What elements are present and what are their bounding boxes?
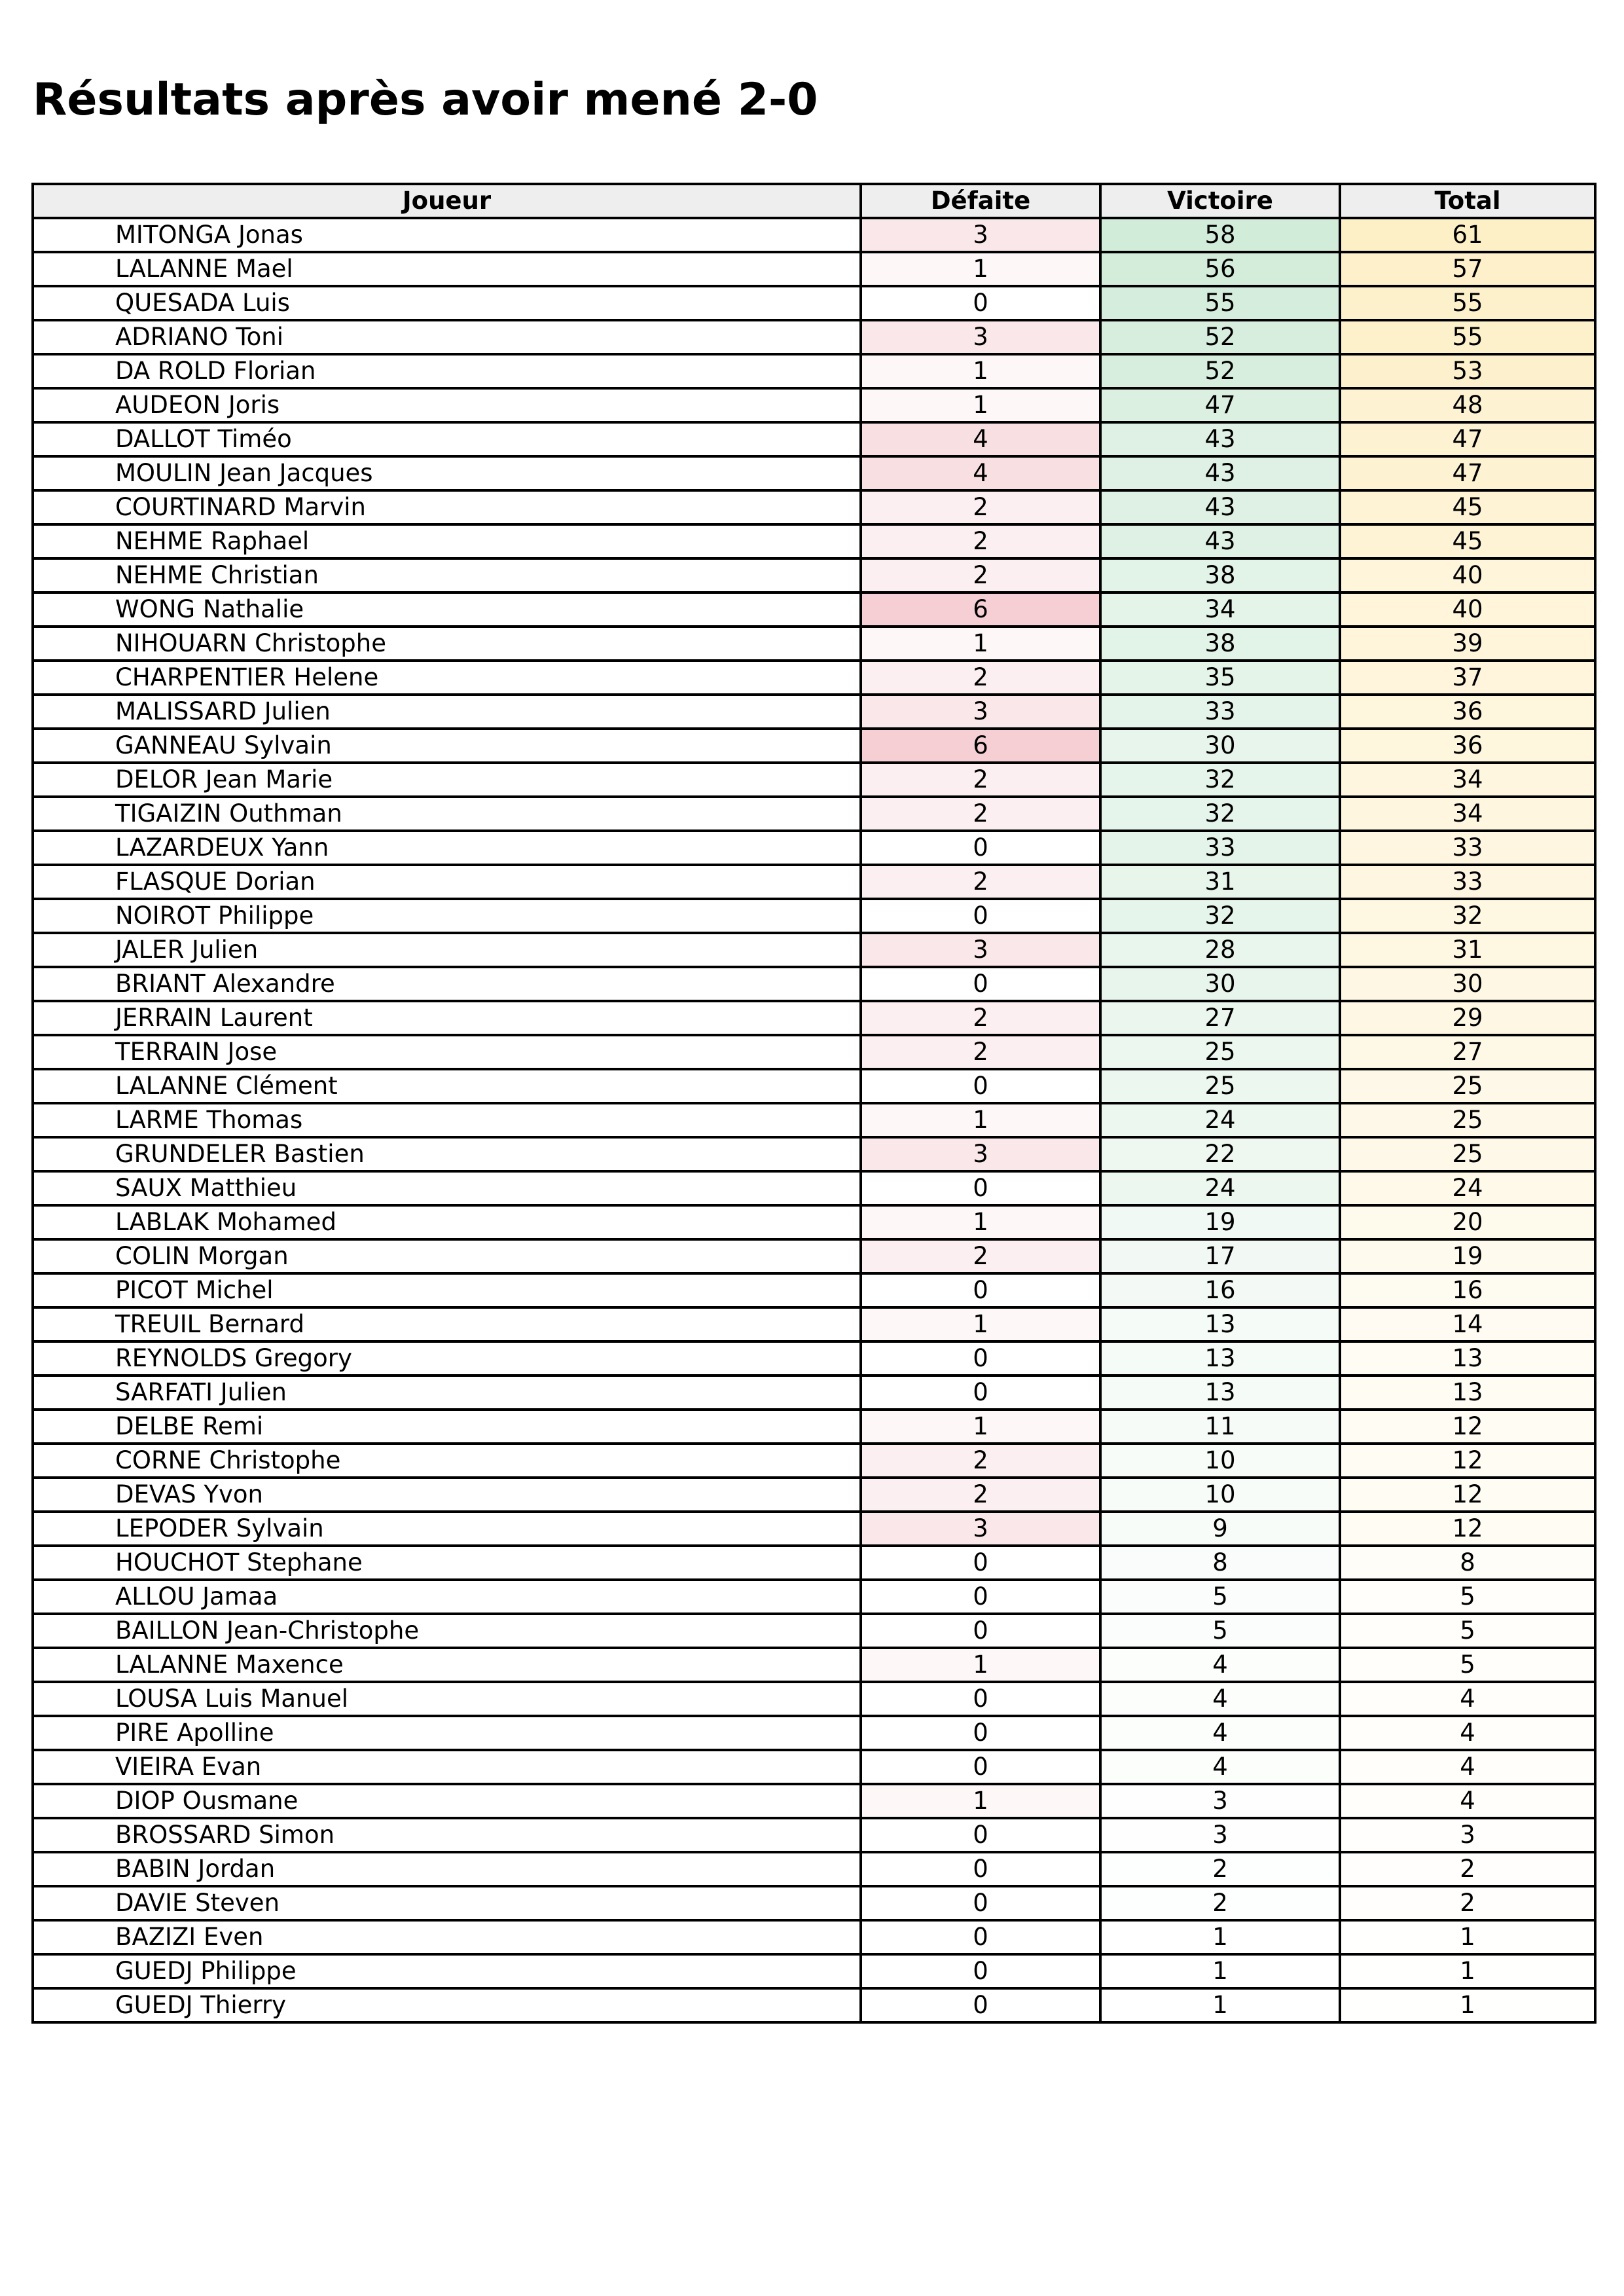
- table-row: [33, 558, 1595, 592]
- table-row: [33, 1103, 1595, 1137]
- total-cell: 61: [1340, 218, 1595, 252]
- player-name-cell: NEHME Raphael: [33, 524, 861, 558]
- player-name-cell: BAILLON Jean-Christophe: [33, 1614, 861, 1648]
- defaite-cell: 0: [861, 1273, 1100, 1307]
- defaite-cell: 3: [861, 695, 1100, 729]
- total-cell: 4: [1340, 1750, 1595, 1784]
- victoire-cell: 43: [1100, 490, 1340, 524]
- table-row: [33, 354, 1595, 388]
- total-cell: 32: [1340, 899, 1595, 933]
- table-row: [33, 1205, 1595, 1239]
- player-name-cell: BRIANT Alexandre: [33, 967, 861, 1001]
- player-name-cell: DALLOT Timéo: [33, 422, 861, 456]
- table-row: [33, 729, 1595, 763]
- table-row: [33, 388, 1595, 422]
- player-name-cell: DEVAS Yvon: [33, 1478, 861, 1512]
- total-cell: 1: [1340, 1988, 1595, 2022]
- table-row: [33, 1410, 1595, 1444]
- defaite-cell: 0: [861, 1988, 1100, 2022]
- defaite-cell: 3: [861, 1137, 1100, 1171]
- total-cell: 47: [1340, 422, 1595, 456]
- victoire-cell: 24: [1100, 1103, 1340, 1137]
- player-name-cell: NOIROT Philippe: [33, 899, 861, 933]
- total-cell: 36: [1340, 695, 1595, 729]
- victoire-cell: 2: [1100, 1852, 1340, 1886]
- player-name-cell: LOUSA Luis Manuel: [33, 1682, 861, 1716]
- table-row: [33, 490, 1595, 524]
- defaite-cell: 1: [861, 1205, 1100, 1239]
- table-row: [33, 1307, 1595, 1341]
- victoire-cell: 47: [1100, 388, 1340, 422]
- total-cell: 4: [1340, 1716, 1595, 1750]
- player-name-cell: GUEDJ Thierry: [33, 1988, 861, 2022]
- player-name-cell: GRUNDELER Bastien: [33, 1137, 861, 1171]
- victoire-cell: 16: [1100, 1273, 1340, 1307]
- victoire-cell: 13: [1100, 1307, 1340, 1341]
- total-cell: 45: [1340, 524, 1595, 558]
- victoire-cell: 3: [1100, 1818, 1340, 1852]
- defaite-cell: 0: [861, 1886, 1100, 1920]
- table-row: [33, 1035, 1595, 1069]
- table-row: [33, 286, 1595, 320]
- table-row: [33, 1512, 1595, 1546]
- total-cell: 36: [1340, 729, 1595, 763]
- total-cell: 40: [1340, 558, 1595, 592]
- total-cell: 2: [1340, 1852, 1595, 1886]
- player-name-cell: VIEIRA Evan: [33, 1750, 861, 1784]
- victoire-cell: 4: [1100, 1750, 1340, 1784]
- victoire-cell: 58: [1100, 218, 1340, 252]
- table-row: [33, 797, 1595, 831]
- player-name-cell: AUDEON Joris: [33, 388, 861, 422]
- total-cell: 37: [1340, 661, 1595, 695]
- player-name-cell: NIHOUARN Christophe: [33, 627, 861, 661]
- player-name-cell: CORNE Christophe: [33, 1444, 861, 1478]
- victoire-cell: 1: [1100, 1988, 1340, 2022]
- player-name-cell: REYNOLDS Gregory: [33, 1341, 861, 1376]
- victoire-cell: 1: [1100, 1954, 1340, 1988]
- total-cell: 12: [1340, 1444, 1595, 1478]
- victoire-cell: 43: [1100, 422, 1340, 456]
- player-name-cell: JERRAIN Laurent: [33, 1001, 861, 1035]
- table-row: [33, 1171, 1595, 1205]
- defaite-cell: 0: [861, 1682, 1100, 1716]
- victoire-cell: 19: [1100, 1205, 1340, 1239]
- column-header-joueur: Joueur: [33, 184, 861, 218]
- table-row: [33, 1478, 1595, 1512]
- defaite-cell: 0: [861, 899, 1100, 933]
- total-cell: 3: [1340, 1818, 1595, 1852]
- total-cell: 2: [1340, 1886, 1595, 1920]
- total-cell: 19: [1340, 1239, 1595, 1273]
- player-name-cell: LALANNE Mael: [33, 252, 861, 286]
- table-row: [33, 1341, 1595, 1376]
- victoire-cell: 33: [1100, 695, 1340, 729]
- defaite-cell: 1: [861, 1648, 1100, 1682]
- defaite-cell: 2: [861, 1239, 1100, 1273]
- defaite-cell: 2: [861, 1444, 1100, 1478]
- victoire-cell: 4: [1100, 1682, 1340, 1716]
- player-name-cell: HOUCHOT Stephane: [33, 1546, 861, 1580]
- player-name-cell: SARFATI Julien: [33, 1376, 861, 1410]
- total-cell: 34: [1340, 797, 1595, 831]
- table-row: [33, 1648, 1595, 1682]
- player-name-cell: WONG Nathalie: [33, 592, 861, 627]
- table-row: [33, 1886, 1595, 1920]
- victoire-cell: 32: [1100, 899, 1340, 933]
- total-cell: 20: [1340, 1205, 1595, 1239]
- player-name-cell: MITONGA Jonas: [33, 218, 861, 252]
- defaite-cell: 2: [861, 865, 1100, 899]
- total-cell: 55: [1340, 286, 1595, 320]
- defaite-cell: 2: [861, 1001, 1100, 1035]
- defaite-cell: 0: [861, 286, 1100, 320]
- table-row: [33, 1376, 1595, 1410]
- total-cell: 1: [1340, 1954, 1595, 1988]
- table-row: [33, 1682, 1595, 1716]
- total-cell: 25: [1340, 1069, 1595, 1103]
- player-name-cell: ADRIANO Toni: [33, 320, 861, 354]
- total-cell: 29: [1340, 1001, 1595, 1035]
- total-cell: 33: [1340, 865, 1595, 899]
- victoire-cell: 31: [1100, 865, 1340, 899]
- defaite-cell: 0: [861, 1580, 1100, 1614]
- table-row: [33, 1273, 1595, 1307]
- table-row: [33, 695, 1595, 729]
- defaite-cell: 1: [861, 1103, 1100, 1137]
- victoire-cell: 8: [1100, 1546, 1340, 1580]
- table-row: [33, 1852, 1595, 1886]
- defaite-cell: 6: [861, 729, 1100, 763]
- victoire-cell: 25: [1100, 1069, 1340, 1103]
- player-name-cell: QUESADA Luis: [33, 286, 861, 320]
- victoire-cell: 32: [1100, 797, 1340, 831]
- victoire-cell: 22: [1100, 1137, 1340, 1171]
- table-row: [33, 456, 1595, 490]
- defaite-cell: 0: [861, 1716, 1100, 1750]
- victoire-cell: 25: [1100, 1035, 1340, 1069]
- player-name-cell: TIGAIZIN Outhman: [33, 797, 861, 831]
- total-cell: 5: [1340, 1614, 1595, 1648]
- player-name-cell: MALISSARD Julien: [33, 695, 861, 729]
- total-cell: 8: [1340, 1546, 1595, 1580]
- table-row: [33, 320, 1595, 354]
- defaite-cell: 4: [861, 422, 1100, 456]
- defaite-cell: 2: [861, 558, 1100, 592]
- victoire-cell: 4: [1100, 1716, 1340, 1750]
- table-row: [33, 661, 1595, 695]
- victoire-cell: 33: [1100, 831, 1340, 865]
- defaite-cell: 1: [861, 252, 1100, 286]
- player-name-cell: GUEDJ Philippe: [33, 1954, 861, 1988]
- player-name-cell: LEPODER Sylvain: [33, 1512, 861, 1546]
- page-title: Résultats après avoir mené 2-0: [33, 74, 818, 126]
- total-cell: 57: [1340, 252, 1595, 286]
- victoire-cell: 10: [1100, 1444, 1340, 1478]
- total-cell: 55: [1340, 320, 1595, 354]
- player-name-cell: BABIN Jordan: [33, 1852, 861, 1886]
- defaite-cell: 3: [861, 218, 1100, 252]
- defaite-cell: 2: [861, 490, 1100, 524]
- victoire-cell: 43: [1100, 456, 1340, 490]
- victoire-cell: 52: [1100, 320, 1340, 354]
- table-row: [33, 1239, 1595, 1273]
- total-cell: 12: [1340, 1410, 1595, 1444]
- total-cell: 47: [1340, 456, 1595, 490]
- table-row: [33, 899, 1595, 933]
- victoire-cell: 38: [1100, 627, 1340, 661]
- player-name-cell: COLIN Morgan: [33, 1239, 861, 1273]
- table-row: [33, 763, 1595, 797]
- victoire-cell: 24: [1100, 1171, 1340, 1205]
- defaite-cell: 1: [861, 1410, 1100, 1444]
- total-cell: 25: [1340, 1137, 1595, 1171]
- player-name-cell: DAVIE Steven: [33, 1886, 861, 1920]
- defaite-cell: 2: [861, 1478, 1100, 1512]
- defaite-cell: 0: [861, 967, 1100, 1001]
- table-row: [33, 1444, 1595, 1478]
- total-cell: 33: [1340, 831, 1595, 865]
- player-name-cell: NEHME Christian: [33, 558, 861, 592]
- victoire-cell: 55: [1100, 286, 1340, 320]
- total-cell: 4: [1340, 1784, 1595, 1818]
- table-row: [33, 967, 1595, 1001]
- total-cell: 39: [1340, 627, 1595, 661]
- total-cell: 34: [1340, 763, 1595, 797]
- victoire-cell: 34: [1100, 592, 1340, 627]
- table-row: [33, 1920, 1595, 1954]
- player-name-cell: CHARPENTIER Helene: [33, 661, 861, 695]
- victoire-cell: 13: [1100, 1376, 1340, 1410]
- player-name-cell: ALLOU Jamaa: [33, 1580, 861, 1614]
- victoire-cell: 17: [1100, 1239, 1340, 1273]
- defaite-cell: 1: [861, 1784, 1100, 1818]
- player-name-cell: BROSSARD Simon: [33, 1818, 861, 1852]
- player-name-cell: DA ROLD Florian: [33, 354, 861, 388]
- total-cell: 16: [1340, 1273, 1595, 1307]
- defaite-cell: 1: [861, 388, 1100, 422]
- victoire-cell: 4: [1100, 1648, 1340, 1682]
- defaite-cell: 0: [861, 1376, 1100, 1410]
- total-cell: 5: [1340, 1580, 1595, 1614]
- column-header-victoire: Victoire: [1100, 184, 1340, 218]
- player-name-cell: TREUIL Bernard: [33, 1307, 861, 1341]
- defaite-cell: 0: [861, 831, 1100, 865]
- defaite-cell: 4: [861, 456, 1100, 490]
- total-cell: 13: [1340, 1341, 1595, 1376]
- victoire-cell: 1: [1100, 1920, 1340, 1954]
- defaite-cell: 0: [861, 1954, 1100, 1988]
- total-cell: 5: [1340, 1648, 1595, 1682]
- defaite-cell: 0: [861, 1750, 1100, 1784]
- total-cell: 53: [1340, 354, 1595, 388]
- header-row: [33, 184, 1595, 218]
- player-name-cell: COURTINARD Marvin: [33, 490, 861, 524]
- table-row: [33, 1818, 1595, 1852]
- table-row: [33, 592, 1595, 627]
- player-name-cell: SAUX Matthieu: [33, 1171, 861, 1205]
- defaite-cell: 0: [861, 1852, 1100, 1886]
- defaite-cell: 1: [861, 1307, 1100, 1341]
- victoire-cell: 30: [1100, 967, 1340, 1001]
- table-row: [33, 1546, 1595, 1580]
- column-header-defaite: Défaite: [861, 184, 1100, 218]
- player-name-cell: PICOT Michel: [33, 1273, 861, 1307]
- player-name-cell: JALER Julien: [33, 933, 861, 967]
- total-cell: 1: [1340, 1920, 1595, 1954]
- player-name-cell: GANNEAU Sylvain: [33, 729, 861, 763]
- defaite-cell: 0: [861, 1546, 1100, 1580]
- defaite-cell: 2: [861, 763, 1100, 797]
- total-cell: 45: [1340, 490, 1595, 524]
- table-row: [33, 218, 1595, 252]
- table-row: [33, 1716, 1595, 1750]
- total-cell: 40: [1340, 592, 1595, 627]
- defaite-cell: 2: [861, 1035, 1100, 1069]
- victoire-cell: 35: [1100, 661, 1340, 695]
- table-row: [33, 524, 1595, 558]
- player-name-cell: FLASQUE Dorian: [33, 865, 861, 899]
- victoire-cell: 28: [1100, 933, 1340, 967]
- table-row: [33, 1614, 1595, 1648]
- defaite-cell: 2: [861, 797, 1100, 831]
- table-row: [33, 1069, 1595, 1103]
- defaite-cell: 0: [861, 1171, 1100, 1205]
- total-cell: 12: [1340, 1512, 1595, 1546]
- results-table: [31, 183, 1597, 2024]
- total-cell: 4: [1340, 1682, 1595, 1716]
- defaite-cell: 0: [861, 1341, 1100, 1376]
- total-cell: 24: [1340, 1171, 1595, 1205]
- player-name-cell: LAZARDEUX Yann: [33, 831, 861, 865]
- defaite-cell: 0: [861, 1920, 1100, 1954]
- defaite-cell: 2: [861, 524, 1100, 558]
- table-row: [33, 1784, 1595, 1818]
- defaite-cell: 2: [861, 661, 1100, 695]
- victoire-cell: 38: [1100, 558, 1340, 592]
- player-name-cell: LALANNE Maxence: [33, 1648, 861, 1682]
- defaite-cell: 1: [861, 627, 1100, 661]
- table-row: [33, 865, 1595, 899]
- table-row: [33, 252, 1595, 286]
- table-row: [33, 627, 1595, 661]
- player-name-cell: LALANNE Clément: [33, 1069, 861, 1103]
- table-row: [33, 933, 1595, 967]
- victoire-cell: 43: [1100, 524, 1340, 558]
- victoire-cell: 30: [1100, 729, 1340, 763]
- player-name-cell: DIOP Ousmane: [33, 1784, 861, 1818]
- player-name-cell: DELOR Jean Marie: [33, 763, 861, 797]
- table-row: [33, 1001, 1595, 1035]
- player-name-cell: TERRAIN Jose: [33, 1035, 861, 1069]
- victoire-cell: 52: [1100, 354, 1340, 388]
- player-name-cell: LABLAK Mohamed: [33, 1205, 861, 1239]
- total-cell: 13: [1340, 1376, 1595, 1410]
- total-cell: 25: [1340, 1103, 1595, 1137]
- table-row: [33, 1988, 1595, 2022]
- table-row: [33, 1954, 1595, 1988]
- table-row: [33, 1750, 1595, 1784]
- defaite-cell: 1: [861, 354, 1100, 388]
- victoire-cell: 5: [1100, 1614, 1340, 1648]
- defaite-cell: 3: [861, 933, 1100, 967]
- table-row: [33, 422, 1595, 456]
- victoire-cell: 9: [1100, 1512, 1340, 1546]
- player-name-cell: DELBE Remi: [33, 1410, 861, 1444]
- table-row: [33, 831, 1595, 865]
- total-cell: 30: [1340, 967, 1595, 1001]
- table-row: [33, 1580, 1595, 1614]
- victoire-cell: 27: [1100, 1001, 1340, 1035]
- player-name-cell: PIRE Apolline: [33, 1716, 861, 1750]
- defaite-cell: 0: [861, 1069, 1100, 1103]
- defaite-cell: 3: [861, 1512, 1100, 1546]
- victoire-cell: 13: [1100, 1341, 1340, 1376]
- player-name-cell: LARME Thomas: [33, 1103, 861, 1137]
- victoire-cell: 5: [1100, 1580, 1340, 1614]
- total-cell: 14: [1340, 1307, 1595, 1341]
- defaite-cell: 6: [861, 592, 1100, 627]
- victoire-cell: 11: [1100, 1410, 1340, 1444]
- total-cell: 12: [1340, 1478, 1595, 1512]
- player-name-cell: MOULIN Jean Jacques: [33, 456, 861, 490]
- victoire-cell: 32: [1100, 763, 1340, 797]
- column-header-total: Total: [1340, 184, 1595, 218]
- player-name-cell: BAZIZI Even: [33, 1920, 861, 1954]
- defaite-cell: 0: [861, 1614, 1100, 1648]
- results-body: [33, 218, 1595, 2022]
- victoire-cell: 56: [1100, 252, 1340, 286]
- victoire-cell: 2: [1100, 1886, 1340, 1920]
- defaite-cell: 0: [861, 1818, 1100, 1852]
- victoire-cell: 10: [1100, 1478, 1340, 1512]
- total-cell: 27: [1340, 1035, 1595, 1069]
- total-cell: 48: [1340, 388, 1595, 422]
- victoire-cell: 3: [1100, 1784, 1340, 1818]
- table-row: [33, 1137, 1595, 1171]
- defaite-cell: 3: [861, 320, 1100, 354]
- total-cell: 31: [1340, 933, 1595, 967]
